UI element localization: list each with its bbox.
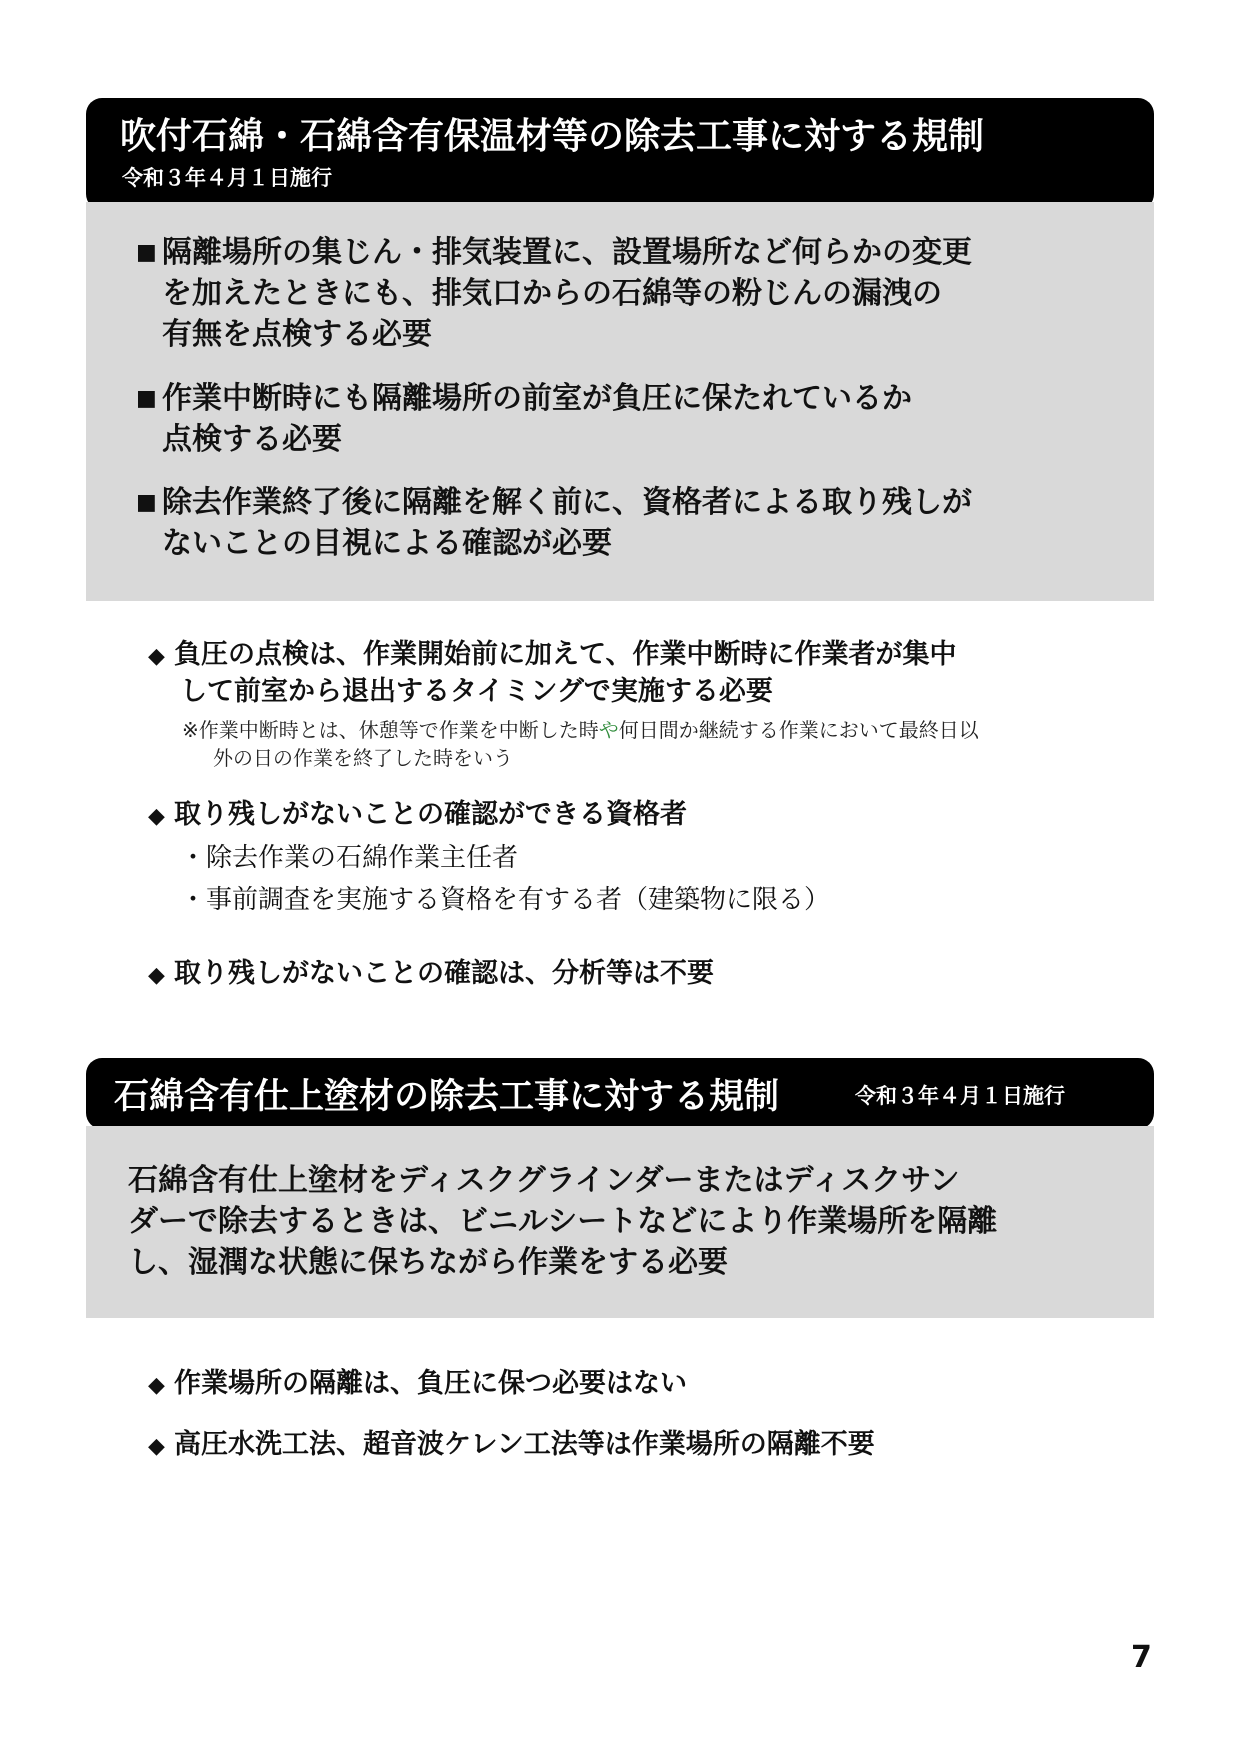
diamond-bullet-icon: ◆ [148, 963, 165, 988]
diamond-bullet-icon: ◆ [148, 644, 165, 669]
square-bullet-icon: ■ [136, 240, 157, 265]
requirement-2-line-1: 作業中断時にも隔離場所の前室が負圧に保たれているか [162, 381, 912, 416]
qualified-person-2: ・事前調査を実施する資格を有する者（建築物に限る） [180, 885, 831, 915]
note-text-part-2: 何日間か継続する作業において最終日以 [618, 718, 979, 742]
section-2-line-3: し、湿潤な状態に保ちながら作業をする必要 [128, 1245, 728, 1280]
requirement-item-1 [136, 232, 972, 355]
point-no-isolation [148, 1426, 875, 1466]
note-line-1 [182, 716, 979, 744]
note-accent-text: や [598, 718, 619, 742]
requirement-1-line-2: を加えたときにも、排気口からの石綿等の粉じんの漏洩の [162, 276, 942, 311]
section-2-requirement [128, 1160, 1108, 1283]
section-2-point-2: 高圧水洗工法、超音波ケレン工法等は作業場所の隔離不要 [174, 1429, 875, 1460]
section-2-date: 令和３年４月１日施行 [855, 1084, 1065, 1108]
square-bullet-icon: ■ [136, 490, 157, 515]
section-2-line-2: ダーで除去するときは、ビニルシートなどにより作業場所を隔離 [128, 1204, 998, 1239]
requirement-3-line-1: 除去作業終了後に隔離を解く前に、資格者による取り残しが [162, 485, 972, 520]
section-2-line-1: 石綿含有仕上塗材をディスクグラインダーまたはディスクサン [128, 1163, 960, 1198]
section-2-header [86, 1058, 1154, 1129]
requirement-item-2 [136, 378, 912, 460]
point-2-title: 取り残しがないことの確認ができる資格者 [174, 799, 687, 830]
section-2-point-1: 作業場所の隔離は、負圧に保つ必要はない [174, 1368, 687, 1399]
point-qualified-persons [148, 796, 687, 836]
point-3-text: 取り残しがないことの確認は、分析等は不要 [174, 958, 714, 989]
requirement-1-line-3: 有無を点検する必要 [162, 317, 432, 352]
note-line-2: 外の日の作業を終了した時をいう [213, 746, 513, 770]
requirement-3-line-2: ないことの目視による確認が必要 [162, 526, 612, 561]
qualified-person-1: ・除去作業の石綿作業主任者 [180, 843, 519, 873]
requirement-item-3 [136, 482, 972, 564]
point-1-line-2: して前室から退出するタイミングで実施する必要 [180, 676, 773, 707]
page-number: 7 [1131, 1640, 1152, 1675]
square-bullet-icon: ■ [136, 386, 157, 411]
section-1-header [86, 98, 1154, 210]
point-negative-pressure [148, 636, 956, 676]
section-1-date: 令和３年４月１日施行 [122, 166, 332, 190]
point-no-negative-pressure [148, 1365, 687, 1405]
diamond-bullet-icon: ◆ [148, 804, 165, 829]
diamond-bullet-icon: ◆ [148, 1373, 165, 1398]
section-1-title: 吹付石綿・石綿含有保温材等の除去工事に対する規制 [120, 116, 985, 157]
point-no-analysis [148, 955, 714, 995]
section-2-title: 石綿含有仕上塗材の除去工事に対する規制 [114, 1077, 780, 1117]
point-1-line-1: 負圧の点検は、作業開始前に加えて、作業中断時に作業者が集中 [174, 639, 957, 670]
note-text-part-1: ※作業中断時とは、休憩等で作業を中断した時 [182, 718, 599, 742]
requirement-2-line-2: 点検する必要 [162, 422, 342, 457]
diamond-bullet-icon: ◆ [148, 1434, 165, 1459]
requirement-1-line-1: 隔離場所の集じん・排気装置に、設置場所など何らかの変更 [162, 235, 972, 270]
